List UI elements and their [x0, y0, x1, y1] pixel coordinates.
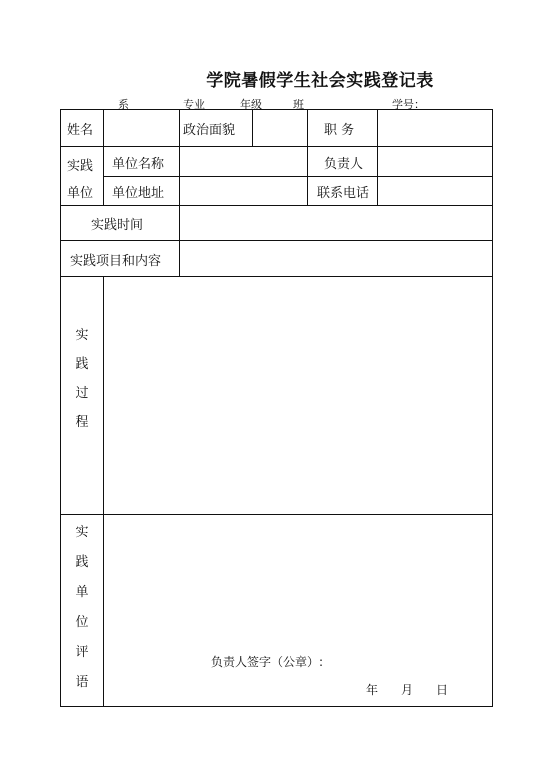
project-content-label: 实践项目和内容 [70, 254, 162, 269]
date-month-label: 月 [401, 683, 414, 697]
practice-time-label: 实践时间 [91, 218, 144, 233]
column-divider [307, 110, 308, 205]
leader-label: 负责人 [324, 157, 364, 172]
political-status-field[interactable] [253, 110, 307, 146]
phone-label: 联系电话 [317, 186, 370, 201]
unit-address-label: 单位地址 [112, 186, 165, 201]
practice-unit-label-line1: 实践 [67, 159, 94, 174]
unit-evaluation-label: 实 践 单 位 评 语 [75, 525, 89, 690]
unit-address-field[interactable] [180, 177, 307, 205]
subheader-class: 班 [293, 98, 304, 111]
unit-evaluation-field[interactable] [104, 515, 492, 645]
subheader-major: 专业 [183, 98, 205, 111]
practice-time-field[interactable] [180, 206, 492, 240]
practice-unit-label-line2: 单位 [67, 186, 94, 201]
name-field[interactable] [104, 110, 179, 146]
unit-name-field[interactable] [180, 147, 307, 176]
unit-name-label: 单位名称 [112, 157, 165, 172]
form-title: 学院暑假学生社会实践登记表 [206, 71, 434, 91]
project-content-field[interactable] [180, 241, 492, 276]
practice-process-label: 实 践 过 程 [75, 328, 89, 430]
subheader-student-id: 学号： [392, 98, 425, 111]
signature-label: 负责人签字（公章）: [211, 655, 324, 669]
political-status-label: 政治面貌 [183, 123, 236, 138]
column-divider [103, 146, 104, 205]
position-field[interactable] [378, 110, 492, 146]
name-label: 姓名 [67, 123, 94, 138]
position-label: 职 务 [324, 123, 355, 138]
phone-field[interactable] [378, 177, 492, 205]
subheader-department: 系 [118, 98, 129, 111]
leader-field[interactable] [378, 147, 492, 176]
date-day-label: 日 [436, 683, 449, 697]
subheader-grade: 年级 [240, 98, 262, 111]
registration-table [60, 109, 493, 707]
date-year-label: 年 [366, 683, 379, 697]
practice-process-field[interactable] [104, 277, 492, 514]
